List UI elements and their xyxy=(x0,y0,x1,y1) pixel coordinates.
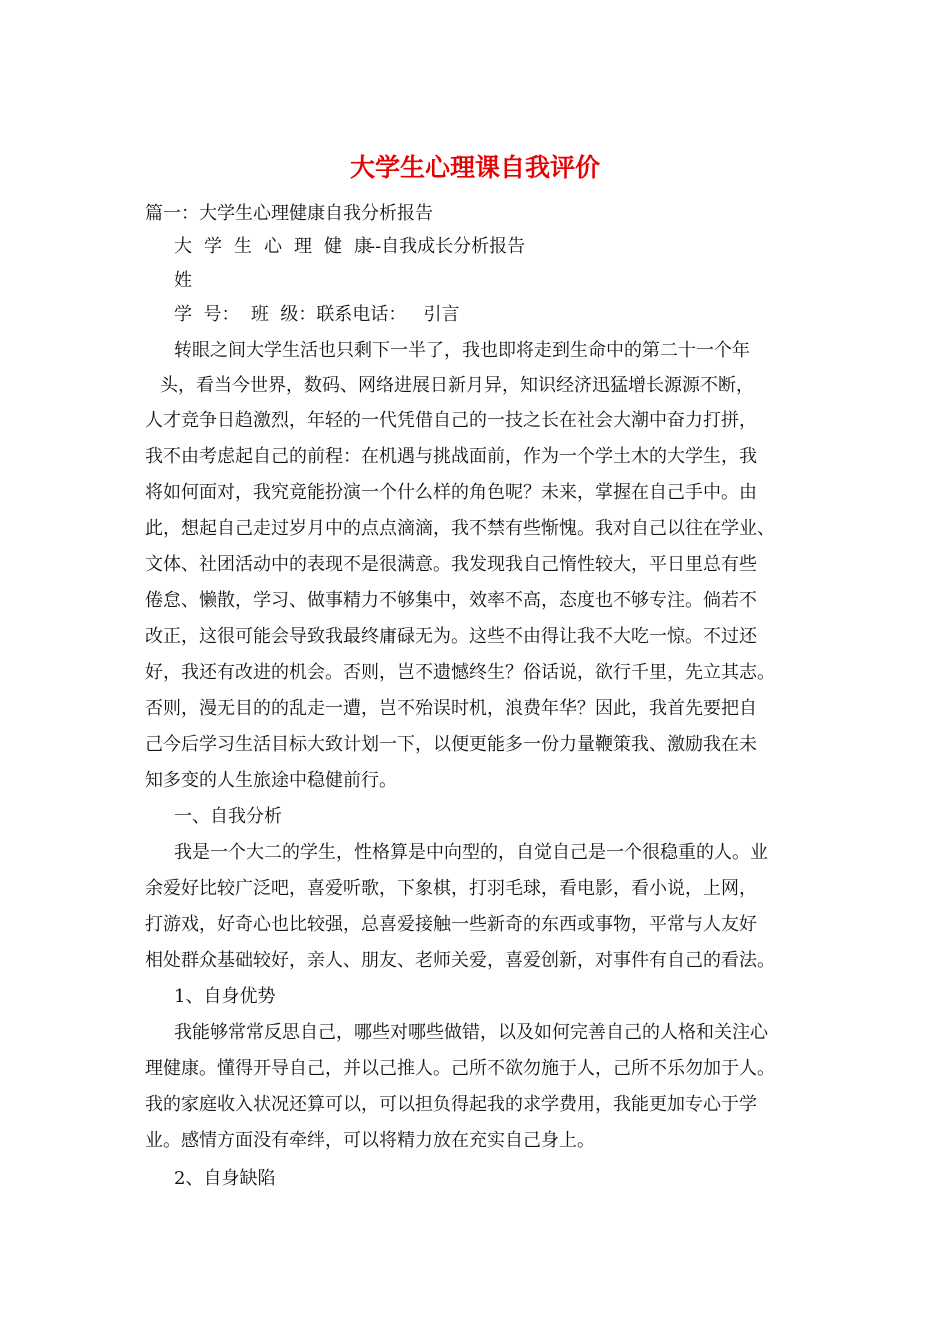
paragraph-line: 转眼之间大学生活也只剩下一半了，我也即将走到生命中的第二十一个年 xyxy=(174,340,750,361)
paragraph-line: 我的家庭收入状况还算可以，可以担负得起我的求学费用，我能更加专心于学 xyxy=(145,1094,757,1115)
paragraph-line: 知多变的人生旅途中稳健前行。 xyxy=(145,770,397,791)
section-heading: 一、自我分析 xyxy=(174,806,282,827)
subsection-heading: 2、自身缺陷 xyxy=(174,1168,276,1189)
paragraph-line: 理健康。懂得开导自己，并以己推人。己所不欲勿施于人，己所不乐勿加于人。 xyxy=(145,1058,775,1079)
info-fields-line: 学 号： 班 级：联系电话： 引言 xyxy=(174,304,460,325)
paragraph-line: 改正，这很可能会导致我最终庸碌无为。这些不由得让我不大吃一惊。不过还 xyxy=(145,626,757,647)
paragraph-line: 人才竞争日趋激烈，年轻的一代凭借自己的一技之长在社会大潮中奋力打拼， xyxy=(145,410,757,431)
paragraph-line: 否则，漫无目的的乱走一遭，岂不殆误时机，浪费年华？因此，我首先要把自 xyxy=(145,698,757,719)
paragraph-line: 将如何面对，我究竟能扮演一个什么样的角色呢？未来，掌握在自己手中。由 xyxy=(145,482,757,503)
section-heading: 篇一：大学生心理健康自我分析报告 xyxy=(145,203,433,224)
paragraph-line: 好，我还有改进的机会。否则，岂不遗憾终生？俗话说，欲行千里，先立其志。 xyxy=(145,662,775,683)
document-title: 大学生心理课自我评价 xyxy=(349,153,600,182)
paragraph-line: 我能够常常反思自己，哪些对哪些做错，以及如何完善自己的人格和关注心 xyxy=(174,1022,768,1043)
paragraph-line: 头，看当今世界，数码、网络进展日新月异，知识经济迅猛增长源源不断， xyxy=(160,375,754,396)
subsection-heading: 1、自身优势 xyxy=(174,986,276,1007)
paragraph-line: 己今后学习生活目标大致计划一下，以便更能多一份力量鞭策我、激励我在未 xyxy=(145,734,757,755)
paragraph-line: 余爱好比较广泛吧，喜爱听歌，下象棋，打羽毛球，看电影，看小说，上网， xyxy=(145,878,757,899)
paragraph-line: 倦怠、懒散，学习、做事精力不够集中，效率不高，态度也不够专注。倘若不 xyxy=(145,590,757,611)
paragraph-line: 我是一个大二的学生，性格算是中向型的，自觉自己是一个很稳重的人。业 xyxy=(174,842,768,863)
paragraph-line: 相处群众基础较好，亲人、朋友、老师关爱，喜爱创新，对事件有自己的看法。 xyxy=(145,950,775,971)
report-subtitle: --自我成长分析报告 xyxy=(369,236,526,257)
paragraph-line: 我不由考虑起自己的前程：在机遇与挑战面前，作为一个学土木的大学生，我 xyxy=(145,446,757,467)
paragraph-line: 文体、社团活动中的表现不是很满意。我发现我自己惰性较大，平日里总有些 xyxy=(145,554,757,575)
paragraph-line: 打游戏，好奇心也比较强，总喜爱接触一些新奇的东西或事物，平常与人友好 xyxy=(145,914,757,935)
name-field-label: 姓 xyxy=(174,270,192,291)
paragraph-line: 此，想起自己走过岁月中的点点滴滴，我不禁有些惭愧。我对自己以往在学业、 xyxy=(145,518,775,539)
paragraph-line: 业。感情方面没有牵绊，可以将精力放在充实自己身上。 xyxy=(145,1130,595,1151)
report-title: 大学生心理健康 xyxy=(174,236,384,257)
